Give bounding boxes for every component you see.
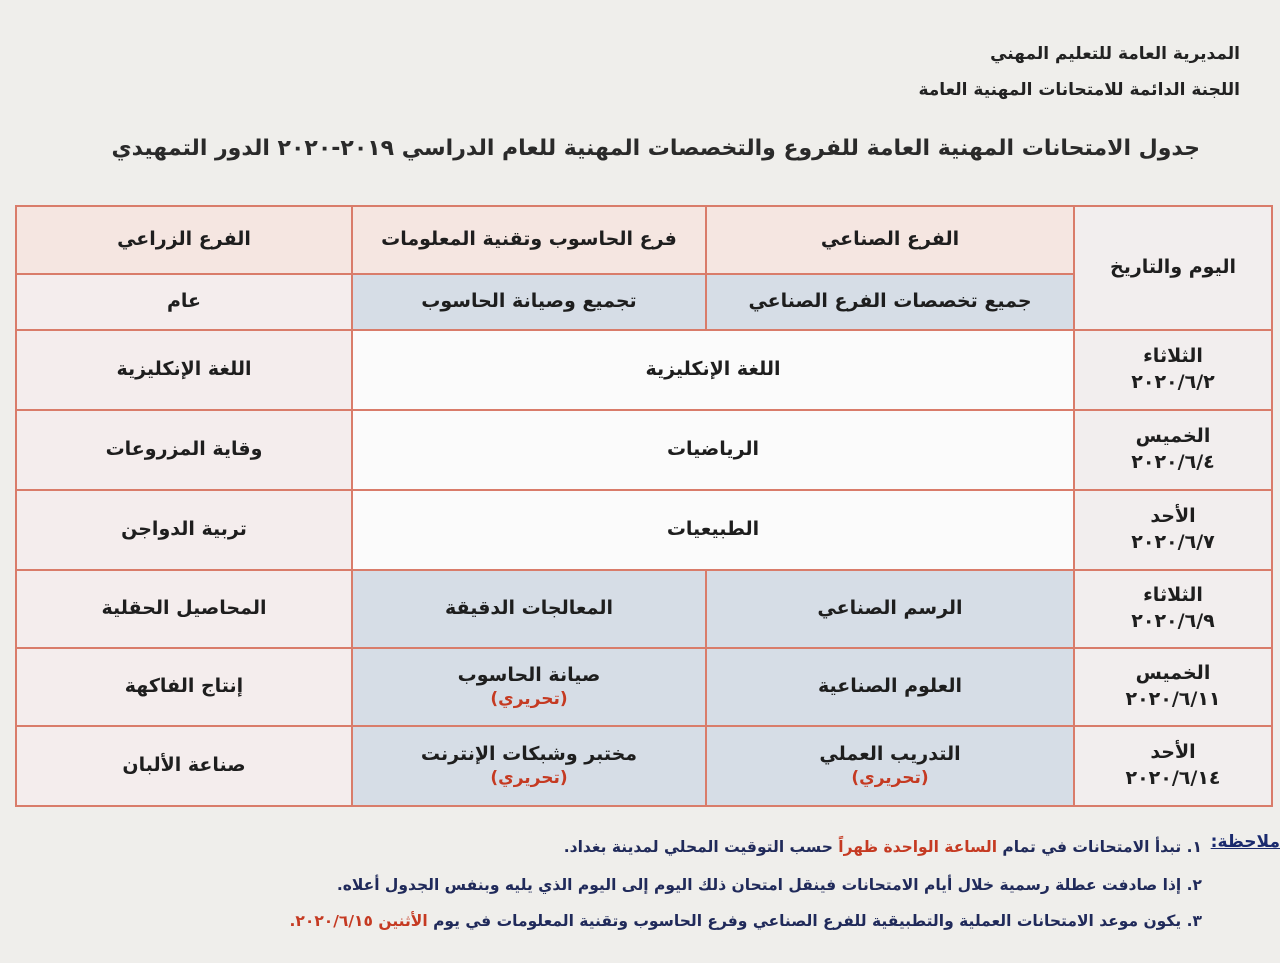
table-row <box>16 410 1272 490</box>
table-header-row <box>16 206 1272 274</box>
day-name: الثلاثاء <box>1143 584 1203 607</box>
sub-agricultural: عام <box>16 274 352 330</box>
note-1-start: ١. تبدأ الامتحانات في تمام <box>1002 838 1202 856</box>
directorate-name: المديرية العامة للتعليم المهني <box>990 44 1240 64</box>
shared-subject: اللغة الإنكليزية <box>352 330 1074 410</box>
agri-subject: تربية الدواجن <box>16 490 352 570</box>
notes-label: ملاحظة: <box>1210 832 1280 852</box>
day-name: الأحد <box>1150 741 1196 764</box>
day-cell <box>1074 648 1272 726</box>
sub-industrial: جميع تخصصات الفرع الصناعي <box>706 274 1074 330</box>
table-row <box>16 330 1272 410</box>
exam-date: ٢٠٢٠/٦/٤ <box>1131 451 1215 473</box>
exam-schedule-table <box>15 205 1273 807</box>
header-agricultural: الفرع الزراعي <box>16 206 352 274</box>
sub-computer: تجميع وصيانة الحاسوب <box>352 274 706 330</box>
written-tag: (تحريري) <box>490 768 568 789</box>
day-name: الثلاثاء <box>1143 345 1203 368</box>
day-cell <box>1074 490 1272 570</box>
note-3 <box>290 912 1202 930</box>
day-name: الخميس <box>1135 662 1211 685</box>
day-name: الخميس <box>1135 425 1211 448</box>
agri-subject: المحاصيل الحقلية <box>16 570 352 648</box>
shared-subject: الطبيعيات <box>352 490 1074 570</box>
exam-date: ٢٠٢٠/٦/١٤ <box>1125 767 1221 789</box>
day-cell <box>1074 330 1272 410</box>
industrial-subject: التدريب العملي <box>819 742 961 765</box>
shared-subject: الرياضيات <box>352 410 1074 490</box>
day-cell <box>1074 570 1272 648</box>
table-row <box>16 490 1272 570</box>
note-3-day: الأثنين <box>378 912 428 930</box>
computer-subject: صيانة الحاسوب <box>457 663 601 686</box>
exam-date: ٢٠٢٠/٦/١١ <box>1125 688 1221 710</box>
table-row <box>16 648 1272 726</box>
computer-subject-cell <box>352 648 706 726</box>
computer-subject: المعالجات الدقيقة <box>352 570 706 648</box>
schedule-title: جدول الامتحانات المهنية العامة للفروع والتخصصات المهنية للعام الدراسي ٢٠١٩-٢٠٢٠ الدور التمهيدي <box>111 136 1200 161</box>
note-3-start: ٣. يكون موعد الامتحانات العملية والتطبيقية للفرع الصناعي وفرع الحاسوب وتقنية المعلومات في يوم <box>433 912 1202 930</box>
note-1-end: حسب التوقيت المحلي لمدينة بغداد. <box>563 838 833 856</box>
industrial-subject-cell <box>706 726 1074 806</box>
note-2: ٢. إذا صادفت عطلة رسمية خلال أيام الامتحانات فينقل امتحان ذلك اليوم إلى اليوم الذي يليه وبنفس الجدول أعلاه. <box>336 876 1202 894</box>
exam-date: ٢٠٢٠/٦/٢ <box>1131 371 1215 393</box>
agri-subject: وقاية المزروعات <box>16 410 352 490</box>
day-name: الأحد <box>1150 505 1196 528</box>
table-row <box>16 726 1272 806</box>
day-cell <box>1074 410 1272 490</box>
computer-subject-cell <box>352 726 706 806</box>
header-computer: فرع الحاسوب وتقنية المعلومات <box>352 206 706 274</box>
agri-subject: اللغة الإنكليزية <box>16 330 352 410</box>
computer-subject: مختبر وشبكات الإنترنت <box>420 742 638 765</box>
header-day-date: اليوم والتاريخ <box>1074 206 1272 330</box>
industrial-subject: الرسم الصناعي <box>706 570 1074 648</box>
note-1-time: الساعة الواحدة ظهراً <box>838 838 998 856</box>
exam-date: ٢٠٢٠/٦/٧ <box>1131 531 1215 553</box>
agri-subject: صناعة الألبان <box>16 726 352 806</box>
table-row <box>16 570 1272 648</box>
note-3-date: ٢٠٢٠/٦/١٥. <box>289 912 373 930</box>
written-tag: (تحريري) <box>851 768 929 789</box>
written-tag: (تحريري) <box>490 689 568 710</box>
industrial-subject: العلوم الصناعية <box>706 648 1074 726</box>
note-1 <box>564 838 1202 856</box>
header-industrial: الفرع الصناعي <box>706 206 1074 274</box>
committee-name: اللجنة الدائمة للامتحانات المهنية العامة <box>918 80 1240 100</box>
day-cell <box>1074 726 1272 806</box>
exam-date: ٢٠٢٠/٦/٩ <box>1131 610 1215 632</box>
agri-subject: إنتاج الفاكهة <box>16 648 352 726</box>
